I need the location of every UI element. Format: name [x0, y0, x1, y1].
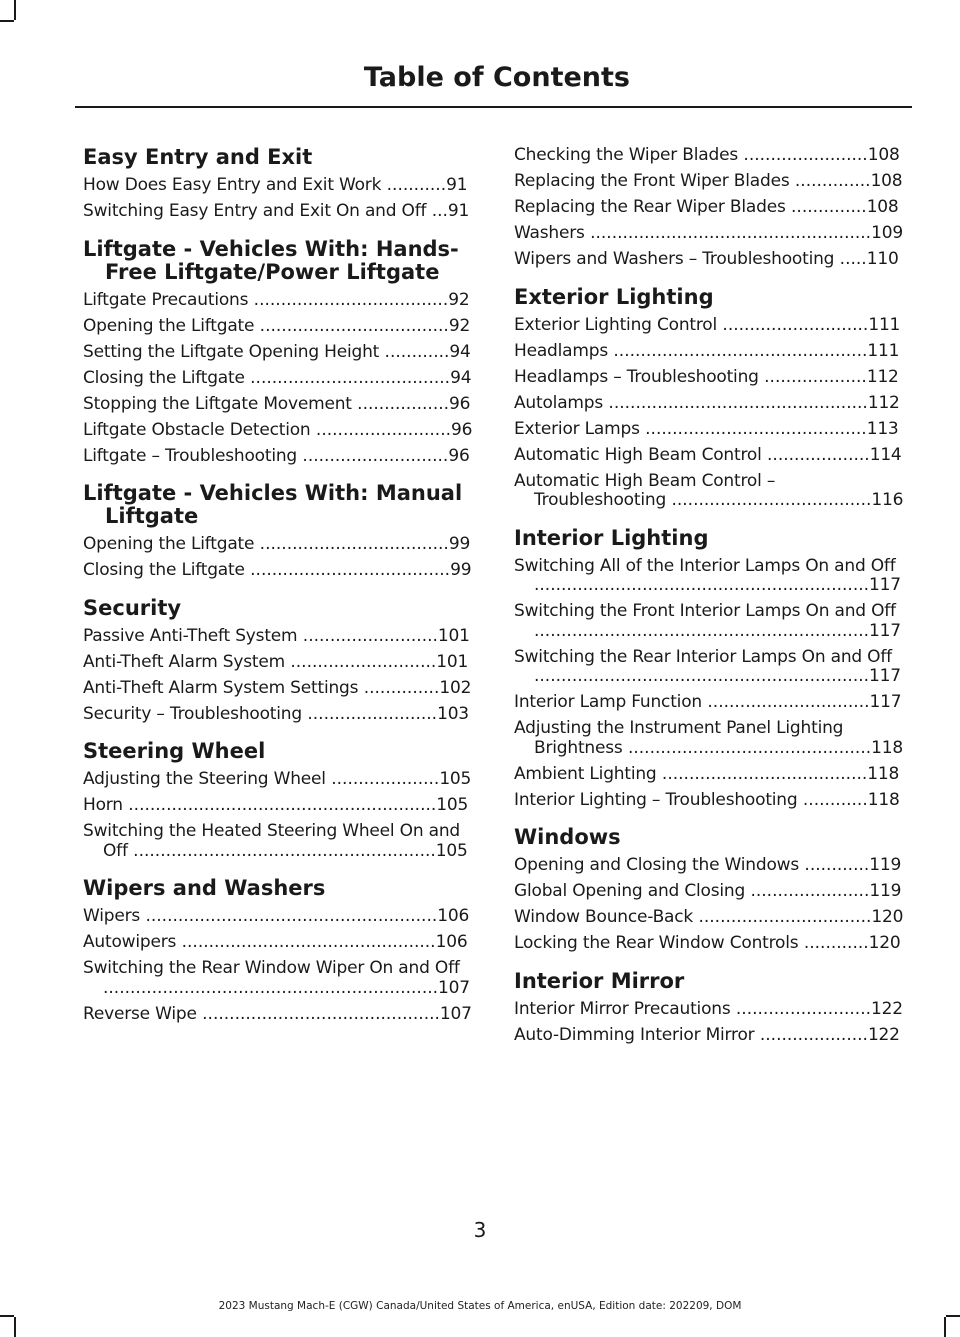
toc-entry-page: [245, 368, 472, 388]
toc-entry-text: Exterior Lighting Control: [514, 314, 718, 335]
toc-entry[interactable]: [83, 343, 473, 363]
toc-page-number: 99: [450, 560, 472, 580]
toc-leader-dots: ...........: [381, 175, 447, 195]
toc-page-number: 122: [867, 1024, 900, 1045]
toc-entry-text: Switching the Rear Window Wiper On and Off: [83, 958, 460, 978]
toc-leader-dots: ...: [426, 201, 448, 221]
crop-mark: [14, 0, 16, 20]
toc-entry[interactable]: [514, 446, 904, 466]
toc-leader-dots: .....: [834, 249, 867, 269]
toc-entry[interactable]: [514, 856, 904, 876]
toc-entry-page: [254, 316, 470, 336]
toc-page-number: 105: [436, 795, 469, 815]
toc-leader-dots: ............: [379, 341, 450, 362]
toc-entry-page: [248, 290, 469, 310]
section-title: Liftgate - Vehicles With: Manual Liftgate: [83, 481, 463, 528]
toc-entry[interactable]: [83, 535, 473, 555]
toc-entry-page: [762, 445, 902, 465]
toc-entry-text: Headlamps: [514, 340, 608, 361]
page-number: 3: [473, 1218, 487, 1242]
toc-entry[interactable]: [514, 394, 904, 414]
toc-entry-page: [738, 145, 900, 165]
toc-entry[interactable]: [514, 342, 904, 362]
toc-entry[interactable]: [514, 420, 904, 440]
toc-page-number: 106: [435, 932, 468, 952]
toc-entry-page: [608, 341, 899, 361]
toc-entry[interactable]: [83, 627, 473, 647]
toc-section: [514, 826, 904, 954]
toc-entry-text: Wipers: [83, 906, 141, 926]
toc-page-number: 117: [869, 575, 901, 595]
header-divider: [75, 106, 912, 108]
toc-entry-page: [297, 446, 470, 466]
toc-entry[interactable]: [83, 447, 473, 467]
toc-leader-dots: ........................................................: [127, 840, 436, 861]
toc-entry-text: Switching the Front Interior Lamps On and Off: [514, 601, 896, 621]
toc-entry-page: [379, 342, 470, 362]
toc-entry[interactable]: [83, 561, 473, 581]
toc-page-number: 117: [869, 666, 901, 686]
toc-entry[interactable]: [514, 472, 904, 511]
toc-entry[interactable]: [514, 198, 904, 218]
toc-entry-text: Horn: [83, 795, 123, 815]
toc-entry-text: Switching the Rear Interior Lamps On and Off: [514, 646, 892, 667]
toc-entry-text: Closing the Liftgate: [83, 560, 245, 580]
section-title: Steering Wheel: [83, 739, 266, 763]
toc-page-number: 105: [435, 840, 468, 861]
toc-entry-text: Global Opening and Closing: [514, 881, 746, 901]
toc-entry-text: Exterior Lamps: [514, 418, 640, 439]
toc-page-number: 101: [437, 625, 470, 646]
section-title: Security: [83, 595, 182, 620]
toc-page-number: 92: [448, 315, 471, 336]
toc-entry-page: [799, 855, 901, 875]
toc-entry[interactable]: [83, 770, 473, 790]
toc-entry-text: Interior Lighting – Troubleshooting: [514, 789, 798, 810]
toc-section: [83, 238, 473, 467]
toc-entry-page: [534, 575, 901, 595]
toc-section: [83, 482, 473, 581]
toc-entry[interactable]: [514, 693, 904, 713]
toc-page-number: 101: [436, 651, 469, 672]
toc-leader-dots: .....................................: [244, 367, 451, 388]
toc-entry-page: [297, 626, 469, 646]
toc-leader-dots: ................................................: [603, 392, 868, 413]
toc-entry[interactable]: [514, 368, 904, 388]
toc-leader-dots: .......................: [738, 145, 868, 165]
toc-page-number: 108: [870, 171, 903, 191]
toc-leader-dots: ....................: [754, 1024, 868, 1045]
toc-entry-page: [285, 652, 468, 672]
toc-entry-text: Checking the Wiper Blades: [514, 145, 739, 165]
toc-entry-page: [657, 764, 900, 784]
toc-leader-dots: ...................................: [254, 534, 449, 554]
toc-leader-dots: ...........................: [284, 651, 437, 672]
toc-page-number: 91: [447, 201, 470, 221]
toc-entry-page: [798, 933, 900, 953]
toc-leader-dots: .........................................................: [122, 795, 437, 815]
toc-leader-dots: ........................: [301, 703, 438, 724]
toc-entry-page: [790, 171, 903, 191]
toc-entry-text: Liftgate Obstacle Detection: [83, 419, 311, 440]
toc-entry[interactable]: [514, 791, 904, 811]
crop-mark: [14, 1317, 16, 1337]
toc-leader-dots: ...................................: [254, 315, 449, 336]
toc-page-number: 120: [871, 907, 904, 927]
toc-entry[interactable]: [514, 648, 904, 687]
toc-leader-dots: .............................................: [622, 737, 872, 758]
toc-entry-text: Liftgate Precautions: [83, 289, 249, 310]
toc-entry-page: [534, 621, 901, 641]
toc-entry[interactable]: [83, 679, 473, 699]
section-title: Interior Mirror: [514, 968, 685, 993]
toc-leader-dots: ...............................................: [176, 932, 436, 952]
toc-section: [83, 877, 473, 1024]
toc-page-number: 108: [867, 145, 900, 165]
toc-page-number: 107: [439, 1003, 472, 1024]
toc-leader-dots: .....................................: [244, 560, 451, 580]
toc-entry-text: Stopping the Liftgate Movement: [83, 393, 352, 414]
toc-entry-text: Washers: [514, 223, 585, 243]
toc-leader-dots: ............: [799, 855, 870, 875]
toc-entry[interactable]: [83, 705, 473, 725]
toc-entry[interactable]: [514, 934, 904, 954]
toc-page-number: 96: [448, 445, 470, 466]
page-title: Table of Contents: [363, 62, 630, 93]
toc-leader-dots: ................................: [693, 907, 872, 927]
toc-leader-dots: ............................................: [196, 1003, 440, 1024]
toc-page-number: 118: [867, 763, 900, 784]
toc-leader-dots: ..............................................................: [534, 575, 870, 595]
toc-leader-dots: ..............................................................: [534, 666, 870, 686]
toc-entry-text: Headlamps – Troubleshooting: [514, 366, 759, 387]
toc-entry-text: How Does Easy Entry and Exit Work: [83, 175, 382, 195]
toc-leader-dots: ....................: [325, 769, 440, 789]
toc-leader-dots: ....................................................: [584, 223, 872, 243]
toc-entry-text: Closing the Liftgate: [83, 367, 245, 388]
toc-page-number: 91: [446, 175, 468, 195]
toc-page-number: 119: [869, 881, 902, 901]
toc-entry-page: [693, 907, 903, 927]
toc-entry-page: [103, 978, 470, 998]
toc-entry-page: [245, 560, 472, 580]
toc-entry-text: Opening the Liftgate: [83, 534, 255, 554]
toc-entry-page: [603, 393, 900, 413]
toc-entry-text: Anti-Theft Alarm System Settings: [83, 677, 359, 698]
toc-leader-dots: .........................: [730, 998, 871, 1019]
toc-entry-page: [534, 666, 901, 686]
toc-page-number: 122: [871, 998, 903, 1019]
toc-page-number: 105: [439, 769, 472, 789]
toc-entry[interactable]: [514, 1026, 904, 1046]
toc-entry-page: [666, 490, 903, 510]
toc-entry-page: [426, 201, 469, 221]
section-title: Wipers and Washers: [83, 876, 326, 900]
toc-leader-dots: ....................................: [248, 289, 449, 310]
toc-page-number: 96: [449, 393, 471, 414]
toc-entry-page: [311, 420, 473, 440]
toc-entry-page: [759, 367, 899, 387]
section-title: Exterior Lighting: [514, 284, 714, 309]
toc-entry[interactable]: [514, 250, 904, 270]
toc-entry[interactable]: [514, 765, 904, 785]
toc-entry-text: Autowipers: [83, 932, 177, 952]
toc-entry-page: [702, 692, 901, 712]
toc-page-number: 116: [871, 490, 904, 510]
toc-entry-text: Switching the Heated Steering Wheel On and Off: [83, 821, 461, 861]
toc-section: [514, 146, 904, 270]
toc-entry-text: Wipers and Washers – Troubleshooting: [514, 249, 835, 269]
toc-right-column: [514, 146, 904, 1061]
toc-entry-page: [140, 906, 469, 926]
toc-entry-page: [731, 999, 903, 1019]
toc-entry[interactable]: [514, 557, 904, 596]
toc-page-number: 119: [869, 855, 902, 875]
toc-entry[interactable]: [514, 908, 904, 928]
toc-entry-page: [717, 315, 900, 335]
toc-page-number: 118: [871, 737, 903, 758]
toc-entry-page: [786, 197, 899, 217]
toc-entry[interactable]: [514, 882, 904, 902]
toc-leader-dots: ..............................................................: [103, 977, 439, 998]
toc-entry-text: Adjusting the Steering Wheel: [83, 769, 326, 789]
toc-leader-dots: ......................................................: [140, 906, 438, 926]
toc-entry-text: Automatic High Beam Control – Troubleshooting: [514, 470, 776, 510]
toc-page-number: 108: [866, 197, 899, 217]
toc-leader-dots: ............: [798, 933, 869, 953]
toc-leader-dots: ..............................: [701, 692, 870, 712]
toc-entry-page: [358, 678, 471, 698]
toc-page-number: 92: [448, 289, 470, 310]
toc-entry-text: Replacing the Rear Wiper Blades: [514, 197, 786, 217]
toc-page-number: 118: [867, 789, 900, 810]
toc-page-number: 112: [867, 392, 900, 413]
toc-page-number: 94: [449, 341, 471, 362]
toc-entry-page: [254, 534, 470, 554]
toc-page-number: 94: [450, 367, 472, 388]
toc-entry-text: Ambient Lighting: [514, 763, 657, 784]
toc-page-number: 120: [868, 933, 901, 953]
toc-entry[interactable]: [83, 653, 473, 673]
toc-entry-page: [123, 795, 468, 815]
toc-entry-page: [623, 738, 903, 758]
footer-edition-info: 2023 Mustang Mach-E (CGW) Canada/United States of America, enUSA, Edition date: 202209, DOM: [218, 1300, 742, 1312]
toc-page-number: 96: [451, 419, 473, 440]
toc-entry[interactable]: [514, 224, 904, 244]
toc-entry-text: Opening and Closing the Windows: [514, 855, 800, 875]
toc-entry[interactable]: [83, 822, 473, 861]
toc-entry-text: Adjusting the Instrument Panel Lighting Brightness: [514, 718, 844, 758]
toc-entry-text: Anti-Theft Alarm System: [83, 651, 285, 672]
toc-entry[interactable]: [83, 959, 473, 998]
section-title: Interior Lighting: [514, 525, 709, 550]
toc-entry-page: [797, 790, 899, 810]
toc-entry-text: Replacing the Front Wiper Blades: [514, 171, 790, 191]
toc-entry-page: [381, 175, 467, 195]
toc-page-number: 113: [866, 418, 899, 439]
toc-leader-dots: ...................: [758, 366, 867, 387]
toc-page-number: 111: [868, 314, 901, 335]
toc-leader-dots: ..............: [789, 171, 871, 191]
toc-entry-text: Auto-Dimming Interior Mirror: [514, 1024, 755, 1045]
toc-leader-dots: .........................................: [639, 418, 867, 439]
toc-leader-dots: ...............................................: [608, 340, 868, 361]
toc-entry-page: [176, 932, 467, 952]
toc-entry-text: Security – Troubleshooting: [83, 703, 302, 724]
toc-section: [514, 970, 904, 1046]
crop-mark: [0, 20, 14, 22]
toc-section: [83, 146, 473, 222]
toc-entry-page: [352, 394, 471, 414]
toc-page-number: 110: [866, 249, 899, 269]
toc-leader-dots: ...........................: [717, 314, 869, 335]
toc-entry-page: [745, 881, 901, 901]
toc-leader-dots: ......................................: [656, 763, 868, 784]
toc-page-number: 103: [437, 703, 469, 724]
toc-page-number: 102: [439, 677, 472, 698]
section-title: Windows: [514, 825, 621, 849]
toc-entry[interactable]: [514, 1000, 904, 1020]
toc-entry[interactable]: [514, 146, 904, 166]
toc-entry-page: [585, 223, 903, 243]
toc-entry[interactable]: [514, 172, 904, 192]
toc-page-number: 117: [869, 692, 902, 712]
toc-entry[interactable]: [83, 395, 473, 415]
toc-entry-text: Switching All of the Interior Lamps On and Off: [514, 555, 896, 576]
toc-entry[interactable]: [83, 176, 473, 196]
toc-entry-page: [640, 419, 899, 439]
toc-entry[interactable]: [83, 291, 473, 311]
toc-entry[interactable]: [83, 796, 473, 816]
toc-page-number: 106: [437, 906, 470, 926]
toc-entry[interactable]: [83, 202, 473, 222]
toc-entry[interactable]: [514, 316, 904, 336]
toc-left-column: [83, 146, 473, 1040]
toc-leader-dots: ......................: [745, 881, 870, 901]
section-title: Liftgate - Vehicles With: Hands-Free Liftgate/Power Liftgate: [83, 236, 459, 284]
toc-section: [514, 527, 904, 811]
toc-entry[interactable]: [83, 369, 473, 389]
toc-section: [83, 597, 473, 725]
toc-entry-page: [128, 841, 468, 861]
toc-section: [83, 740, 473, 861]
toc-entry[interactable]: [514, 719, 904, 758]
toc-entry-text: Autolamps: [514, 392, 604, 413]
toc-page-number: 112: [866, 366, 899, 387]
toc-leader-dots: .........................: [310, 419, 452, 440]
toc-leader-dots: ...........................: [297, 445, 449, 466]
toc-entry-text: Liftgate – Troubleshooting: [83, 445, 298, 466]
toc-leader-dots: .........................: [297, 625, 438, 646]
toc-entry[interactable]: [83, 317, 473, 337]
crop-mark: [946, 1315, 960, 1317]
toc-page-number: 111: [867, 340, 900, 361]
toc-entry-text: Opening the Liftgate: [83, 315, 255, 336]
toc-section: [514, 286, 904, 511]
toc-entry-text: Passive Anti-Theft System: [83, 625, 298, 646]
toc-entry-text: Locking the Rear Window Controls: [514, 933, 799, 953]
toc-entry[interactable]: [514, 602, 904, 641]
toc-entry-text: Switching Easy Entry and Exit On and Off: [83, 201, 427, 221]
toc-entry-text: Interior Lamp Function: [514, 692, 702, 712]
section-title: Easy Entry and Exit: [83, 145, 313, 169]
toc-entry-text: Setting the Liftgate Opening Height: [83, 341, 380, 362]
toc-entry[interactable]: [83, 1005, 473, 1025]
toc-leader-dots: ..............................................................: [534, 620, 870, 641]
toc-entry-page: [326, 769, 471, 789]
toc-leader-dots: ..............: [785, 197, 867, 217]
toc-entry[interactable]: [83, 933, 473, 953]
toc-entry-page: [197, 1004, 472, 1024]
toc-page-number: 99: [448, 534, 471, 554]
toc-entry-page: [302, 704, 469, 724]
toc-entry[interactable]: [83, 421, 473, 441]
toc-leader-dots: .................: [351, 393, 450, 414]
crop-mark: [944, 1317, 946, 1337]
toc-leader-dots: ..............: [358, 677, 440, 698]
toc-page-number: 117: [869, 620, 901, 641]
toc-entry[interactable]: [83, 907, 473, 927]
crop-mark: [0, 1315, 14, 1317]
toc-leader-dots: ............: [797, 789, 868, 810]
toc-entry-text: Window Bounce-Back: [514, 907, 694, 927]
toc-entry-text: Automatic High Beam Control: [514, 444, 762, 465]
toc-entry-text: Interior Mirror Precautions: [514, 998, 731, 1019]
toc-page-number: 114: [869, 444, 902, 465]
toc-leader-dots: ...................: [761, 444, 870, 465]
toc-page-number: 109: [871, 223, 903, 243]
toc-entry-text: Reverse Wipe: [83, 1003, 197, 1024]
toc-entry-page: [754, 1025, 899, 1045]
toc-entry-page: [834, 249, 898, 269]
toc-page-number: 107: [438, 977, 470, 998]
toc-leader-dots: .....................................: [666, 490, 872, 510]
